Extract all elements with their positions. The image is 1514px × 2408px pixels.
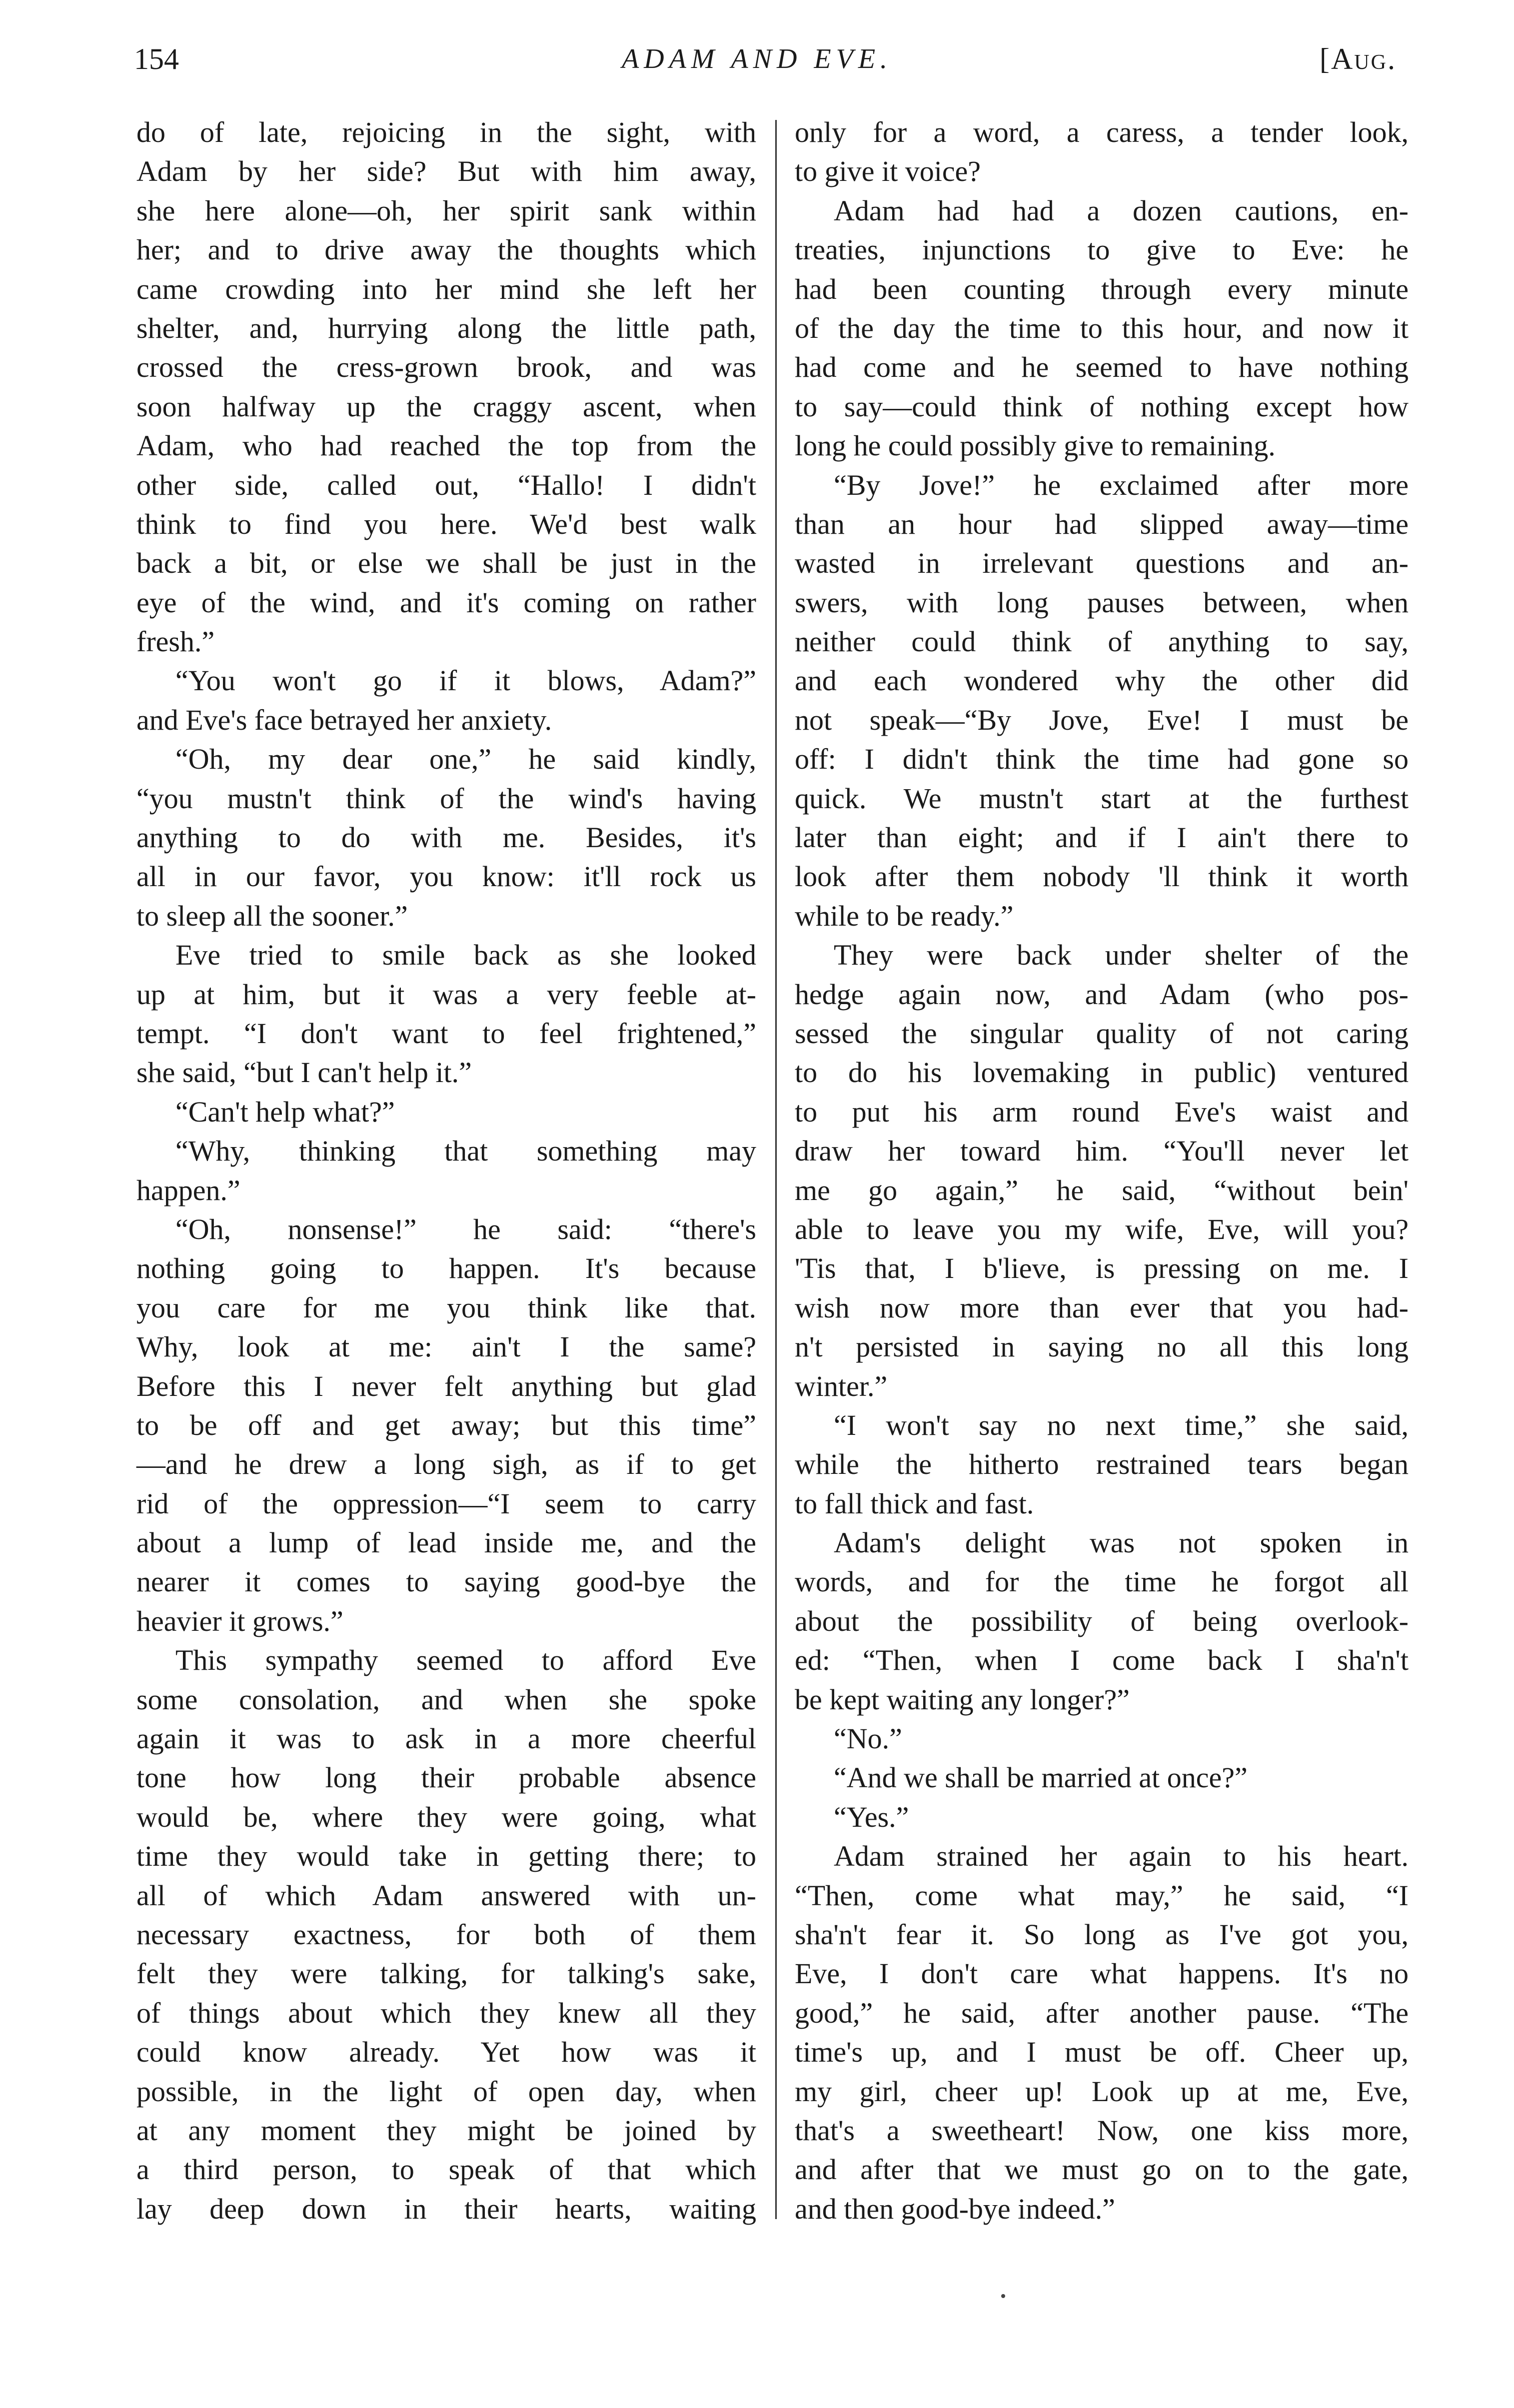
text-line: her; and to drive away the thoughts which [136, 233, 756, 266]
text-line: able to leave you my wife, Eve, will you? [795, 1212, 1409, 1245]
text-line: “Then, come what may,” he said, “I [795, 1879, 1409, 1912]
text-line: ed: “Then, when I come back I sha'n't [795, 1644, 1409, 1677]
right-column [795, 113, 1409, 2229]
text-line: nothing going to happen. It's because [136, 1252, 756, 1285]
text-line: n't persisted in saying no all this long [795, 1330, 1409, 1363]
text-line: look after them nobody 'll think it worth [795, 860, 1409, 893]
text-line: all of which Adam answered with un- [136, 1879, 756, 1912]
text-line: could know already. Yet how was it [136, 2036, 756, 2069]
text-line: draw her toward him. “You'll never let [795, 1135, 1409, 1168]
text-line: to fall thick and fast. [795, 1487, 1034, 1520]
text-line: hedge again now, and Adam (who pos- [795, 978, 1409, 1011]
text-line: long he could possibly give to remaining. [795, 429, 1276, 462]
text-line: winter.” [795, 1369, 888, 1402]
text-line: about the possibility of being overlook- [795, 1604, 1409, 1637]
text-line: anything to do with me. Besides, it's [136, 821, 756, 854]
page-speck [1001, 2294, 1005, 2298]
text-line: of the day the time to this hour, and now it [795, 311, 1409, 344]
text-line: “I won't say no next time,” she said, [834, 1408, 1409, 1441]
text-line: “you mustn't think of the wind's having [136, 782, 756, 815]
text-line: would be, where they were going, what [136, 1800, 756, 1833]
text-line: had been counting through every minute [795, 272, 1409, 305]
text-line: “Why, thinking that something may [175, 1135, 756, 1168]
text-line: possible, in the light of open day, when [136, 2075, 756, 2108]
text-line: good,” he said, after another pause. “The [795, 1996, 1409, 2029]
text-line: later than eight; and if I ain't there to [795, 821, 1409, 854]
text-line: and each wondered why the other did [795, 664, 1409, 697]
column-divider [775, 120, 777, 2219]
text-line: a third person, to speak of that which [136, 2153, 756, 2186]
text-line: heavier it grows.” [136, 1604, 343, 1637]
text-line: she said, “but I can't help it.” [136, 1056, 472, 1089]
text-line: They were back under shelter of the [834, 939, 1409, 972]
text-line: time's up, and I must be off. Cheer up, [795, 2036, 1409, 2069]
text-line: Adam, who had reached the top from the [136, 429, 756, 462]
text-line: sha'n't fear it. So long as I've got you, [795, 1918, 1409, 1951]
left-column [136, 113, 756, 2229]
text-line: all in our favor, you know: it'll rock us [136, 860, 756, 893]
text-line: rid of the oppression—“I seem to carry [136, 1487, 756, 1520]
text-line: tempt. “I don't want to feel frightened,” [136, 1017, 756, 1050]
text-line: This sympathy seemed to afford Eve [175, 1644, 756, 1677]
text-line: some consolation, and when she spoke [136, 1683, 756, 1716]
text-line: lay deep down in their hearts, waiting [136, 2192, 756, 2225]
text-line: do of late, rejoicing in the sight, with [136, 116, 756, 148]
text-line: “Can't help what?” [175, 1095, 395, 1128]
text-line: crossed the cress-grown brook, and was [136, 351, 756, 384]
text-line: “Yes.” [834, 1800, 909, 1833]
text-line: Why, look at me: ain't I the same? [136, 1330, 756, 1363]
text-line: only for a word, a caress, a tender look, [795, 116, 1409, 148]
text-line: fresh.” [136, 625, 215, 658]
text-line: felt they were talking, for talking's sake, [136, 1957, 756, 1990]
text-line: while to be ready.” [795, 899, 1014, 932]
text-line: about a lump of lead inside me, and the [136, 1526, 756, 1559]
running-month: [Aug. [1320, 42, 1397, 75]
text-line: shelter, and, hurrying along the little path, [136, 311, 756, 344]
text-line: had come and he seemed to have nothing [795, 351, 1409, 384]
text-line: Adam had had a dozen cautions, en- [834, 194, 1409, 227]
text-line: words, and for the time he forgot all [795, 1565, 1409, 1598]
text-line: came crowding into her mind she left her [136, 272, 756, 305]
text-line: “Oh, nonsense!” he said: “there's [175, 1212, 756, 1245]
text-line: wasted in irrelevant questions and an- [795, 547, 1409, 580]
text-line: treaties, injunctions to give to Eve: he [795, 233, 1409, 266]
text-line: than an hour had slipped away—time [795, 507, 1409, 540]
text-line: tone how long their probable absence [136, 1761, 756, 1794]
text-line: she here alone—oh, her spirit sank within [136, 194, 756, 227]
text-line: —and he drew a long sigh, as if to get [136, 1448, 756, 1481]
text-line: not speak—“By Jove, Eve! I must be [795, 703, 1409, 736]
text-line: nearer it comes to saying good-bye the [136, 1565, 756, 1598]
text-line: to put his arm round Eve's waist and [795, 1095, 1409, 1128]
text-line: Before this I never felt anything but glad [136, 1369, 756, 1402]
text-line: time they would take in getting there; to [136, 1840, 756, 1873]
running-title: ADAM AND EVE. [621, 43, 893, 74]
text-line: to be off and get away; but this time” [136, 1408, 756, 1441]
text-line: soon halfway up the craggy ascent, when [136, 390, 756, 423]
text-line: and then good-bye indeed.” [795, 2192, 1116, 2225]
text-line: happen.” [136, 1174, 240, 1206]
text-line: that's a sweetheart! Now, one kiss more, [795, 2114, 1409, 2147]
text-line: quick. We mustn't start at the furthest [795, 782, 1409, 815]
text-line: eye of the wind, and it's coming on rather [136, 586, 756, 619]
text-line: you care for me you think like that. [136, 1291, 756, 1324]
text-line: wish now more than ever that you had- [795, 1291, 1409, 1324]
text-line: my girl, cheer up! Look up at me, Eve, [795, 2075, 1409, 2108]
text-line: of things about which they knew all they [136, 1996, 756, 2029]
text-line: other side, called out, “Hallo! I didn't [136, 468, 756, 501]
text-line: Eve, I don't care what happens. It's no [795, 1957, 1409, 1990]
text-line: to give it voice? [795, 155, 981, 188]
text-line: back a bit, or else we shall be just in the [136, 547, 756, 580]
text-line: Adam by her side? But with him away, [136, 155, 756, 188]
text-line: at any moment they might be joined by [136, 2114, 756, 2147]
text-line: “By Jove!” he exclaimed after more [834, 468, 1409, 501]
text-line: and after that we must go on to the gate, [795, 2153, 1409, 2186]
text-line: up at him, but it was a very feeble at- [136, 978, 756, 1011]
page-number: 154 [134, 42, 179, 75]
text-line: sessed the singular quality of not caring [795, 1017, 1409, 1050]
text-line: to say—could think of nothing except how [795, 390, 1409, 423]
text-line: “And we shall be married at once?” [834, 1761, 1248, 1794]
text-line: Eve tried to smile back as she looked [175, 939, 756, 972]
text-line: off: I didn't think the time had gone so [795, 743, 1409, 776]
text-line: neither could think of anything to say, [795, 625, 1409, 658]
text-line: while the hitherto restrained tears began [795, 1448, 1409, 1481]
text-line: “Oh, my dear one,” he said kindly, [175, 743, 756, 776]
text-line: 'Tis that, I b'lieve, is pressing on me. I [795, 1252, 1409, 1285]
text-line: necessary exactness, for both of them [136, 1918, 756, 1951]
text-line: “You won't go if it blows, Adam?” [175, 664, 756, 697]
text-line: again it was to ask in a more cheerful [136, 1722, 756, 1755]
text-line: be kept waiting any longer?” [795, 1683, 1130, 1716]
text-line: to do his lovemaking in public) ventured [795, 1056, 1409, 1089]
text-line: and Eve's face betrayed her anxiety. [136, 703, 552, 736]
text-line: to sleep all the sooner.” [136, 899, 408, 932]
text-line: Adam's delight was not spoken in [834, 1526, 1409, 1559]
text-line: think to find you here. We'd best walk [136, 507, 756, 540]
text-line: me go again,” he said, “without bein' [795, 1174, 1409, 1206]
text-line: “No.” [834, 1722, 902, 1755]
text-line: swers, with long pauses between, when [795, 586, 1409, 619]
text-line: Adam strained her again to his heart. [834, 1840, 1409, 1873]
